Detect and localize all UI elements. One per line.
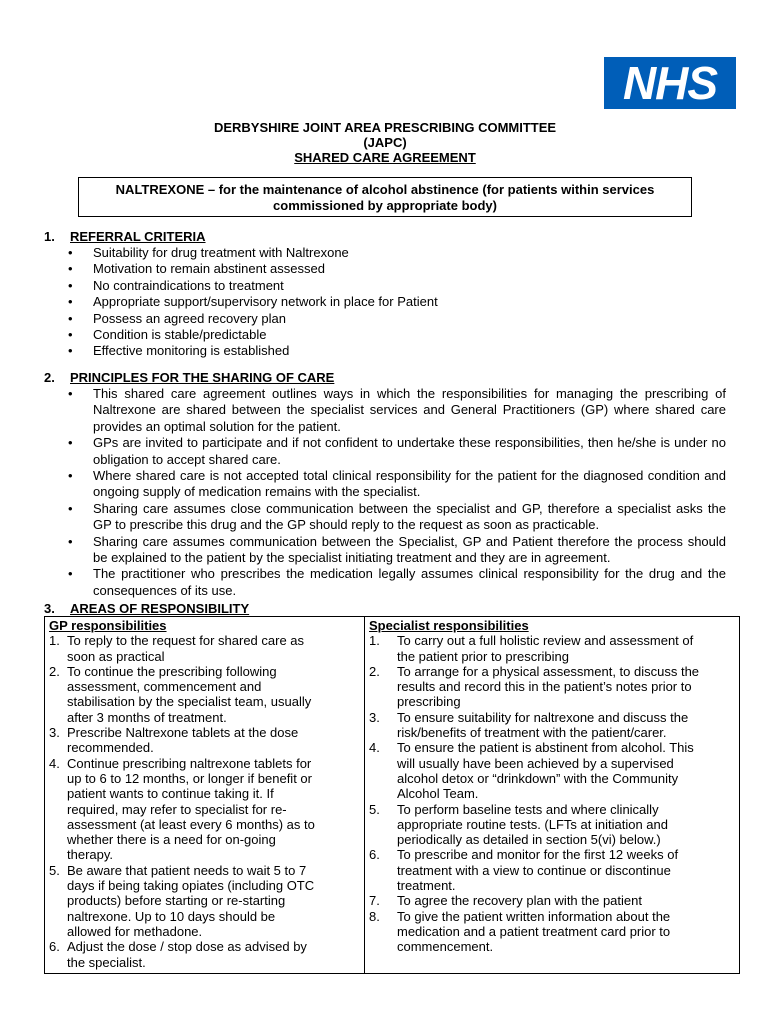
specialist-responsibilities-list — [369, 633, 735, 954]
specialist-responsibility-item-number: 8. — [369, 908, 380, 924]
committee-heading: DERBYSHIRE JOINT AREA PRESCRIBING COMMITTEE — [213, 120, 557, 135]
gp-responsibility-item-line: up to 6 to 12 months, or longer if benefit or — [67, 770, 312, 786]
gp-responsibility-item-line: allowed for methadone. — [67, 923, 203, 939]
nhs-logo: NHS — [604, 57, 736, 109]
list-item: • Possess an agreed recovery plan — [66, 311, 726, 327]
gp-responsibility-item-line: Prescribe Naltrexone tablets at the dose — [67, 725, 299, 741]
list-item: • No contraindications to treatment — [66, 278, 726, 294]
gp-responsibility-item — [49, 633, 360, 664]
specialist-responsibility-item-line: prescribing — [397, 694, 461, 710]
drug-title-box — [78, 177, 692, 217]
specialist-responsibility-item — [369, 847, 735, 893]
document-title-text: SHARED CARE AGREEMENT — [294, 150, 476, 165]
gp-responsibility-item-line: stabilisation by the specialist team, usually — [67, 694, 312, 710]
specialist-responsibility-item-line: To perform baseline tests and where clinically — [397, 801, 659, 817]
specialist-responsibility-item-line: periodically as detailed in section 5(vi) below.) — [397, 832, 661, 848]
specialist-responsibility-item-line: To carry out a full holistic review and assessment of — [397, 633, 694, 649]
gp-responsibility-item — [49, 939, 360, 970]
specialist-responsibility-item — [369, 909, 735, 955]
gp-responsibilities-heading: GP responsibilities — [49, 618, 167, 633]
gp-responsibility-item-line: assessment, commencement and — [67, 679, 262, 695]
specialist-responsibility-item — [369, 893, 735, 908]
specialist-responsibilities-column — [365, 617, 739, 973]
section-3-heading — [44, 601, 249, 617]
gp-responsibility-item-line: days if being taking opiates (including OTC — [67, 878, 315, 894]
specialist-responsibility-item — [369, 664, 735, 710]
specialist-responsibility-item — [369, 802, 735, 848]
list-item: • Motivation to remain abstinent assessed — [66, 261, 726, 277]
sharing-principles-list — [66, 386, 726, 599]
specialist-responsibility-item-line: To prescribe and monitor for the first 12 weeks of — [397, 847, 679, 863]
document-title — [0, 150, 770, 166]
gp-responsibility-item-line: whether there is a need for on-going — [67, 832, 276, 848]
list-item: • Condition is stable/predictable — [66, 327, 726, 343]
gp-responsibility-item-line: To continue the prescribing following — [67, 663, 277, 679]
gp-responsibility-item-line: therapy. — [67, 847, 114, 863]
specialist-responsibility-item-line: To agree the recovery plan with the patient — [397, 893, 642, 909]
specialist-responsibility-item-line: appropriate routine tests. (LFTs at initiation and — [397, 816, 668, 832]
list-item: • Sharing care assumes communication between the Specialist, GP and Patient therefore the process should be explained to the patient by the specialist initiating treatment and they are in agreement. — [66, 534, 726, 567]
specialist-responsibility-item-line: the patient prior to prescribing — [397, 648, 569, 664]
gp-responsibility-item-line: after 3 months of treatment. — [67, 709, 227, 725]
list-item: • This shared care agreement outlines ways in which the responsibilities for managing the prescribing of Naltrexone are shared between the specialist services and General Practitioners (GP) where shared care provides an optimal solution for the patient. — [66, 386, 726, 435]
gp-responsibility-item-number: 1. — [49, 633, 60, 649]
list-item: • Suitability for drug treatment with Naltrexone — [66, 245, 726, 261]
specialist-responsibility-item-line: treatment. — [397, 878, 456, 894]
specialist-responsibility-item-number: 7. — [369, 893, 380, 909]
specialist-responsibility-item-line: risk/benefits of treatment with the patient/carer. — [397, 725, 667, 741]
specialist-responsibility-item-line: To arrange for a physical assessment, to discuss the — [397, 663, 700, 679]
specialist-responsibility-item-line: will usually have been achieved by a supervised — [397, 755, 674, 771]
gp-responsibility-item-line: recommended. — [67, 740, 154, 756]
specialist-responsibility-item-number: 2. — [369, 663, 380, 679]
section-2-number: 2. — [44, 370, 55, 385]
gp-responsibility-item-line: patient wants to continue taking it. If — [67, 786, 274, 802]
specialist-responsibility-item-line: To ensure suitability for naltrexone and discuss the — [397, 709, 689, 725]
specialist-responsibility-item-line: medication and a patient treatment card prior to — [397, 923, 671, 939]
specialist-responsibility-item-number: 6. — [369, 847, 380, 863]
gp-responsibility-item-line: products) before starting or re-starting — [67, 893, 286, 909]
specialist-responsibility-item-line: To ensure the patient is abstinent from alcohol. This — [397, 740, 694, 756]
section-1-heading — [44, 229, 206, 245]
gp-responsibility-item-line: required, may refer to specialist for re- — [67, 801, 287, 817]
gp-responsibilities-list — [49, 633, 360, 970]
list-item: • Effective monitoring is established — [66, 343, 726, 359]
section-1-number: 1. — [44, 229, 55, 244]
gp-responsibility-item — [49, 725, 360, 756]
section-2-heading — [44, 370, 334, 386]
drug-title-line-2: commissioned by appropriate body) — [273, 198, 497, 213]
specialist-responsibility-item-line: treatment with a view to continue or discontinue — [397, 862, 671, 878]
specialist-responsibility-item-number: 3. — [369, 709, 380, 725]
section-3-number: 3. — [44, 601, 55, 616]
gp-responsibility-item-number: 3. — [49, 725, 60, 741]
referral-criteria-list — [66, 245, 726, 360]
section-3-title: AREAS OF RESPONSIBILITY — [70, 601, 250, 616]
list-item: • Appropriate support/supervisory network in place for Patient — [66, 294, 726, 310]
committee-abbrev: (JAPC) — [363, 135, 407, 150]
specialist-responsibility-item — [369, 740, 735, 801]
specialist-responsibility-item-line: results and record this in the patient’s notes prior to — [397, 679, 692, 695]
section-2-title: PRINCIPLES FOR THE SHARING OF CARE — [70, 370, 335, 385]
gp-responsibility-item-line: To reply to the request for shared care as — [67, 633, 305, 649]
specialist-responsibility-item-line: commencement. — [397, 939, 494, 955]
specialist-responsibility-item-line: Alcohol Team. — [397, 786, 479, 802]
specialist-responsibility-item-number: 4. — [369, 740, 380, 756]
gp-responsibility-item-line: soon as practical — [67, 648, 165, 664]
gp-responsibility-item-line: assessment (at least every 6 months) as to — [67, 816, 315, 832]
gp-responsibility-item-line: the specialist. — [67, 954, 146, 970]
gp-responsibility-item-line: Continue prescribing naltrexone tablets for — [67, 755, 312, 771]
responsibilities-table — [44, 616, 740, 974]
list-item: • Where shared care is not accepted total clinical responsibility for the patient for the diagnosed condition and ongoing supply of medication remains with the specialist. — [66, 468, 726, 501]
gp-responsibility-item-line: Be aware that patient needs to wait 5 to 7 — [67, 862, 307, 878]
gp-responsibility-item-number: 2. — [49, 663, 60, 679]
specialist-responsibility-item-number: 5. — [369, 801, 380, 817]
list-item: • The practitioner who prescribes the medication legally assumes clinical responsibility for the drug and the consequences of its use. — [66, 566, 726, 599]
list-item: • GPs are invited to participate and if not confident to undertake these responsibilities, then he/she is under no obligation to accept shared care. — [66, 435, 726, 468]
specialist-responsibility-item — [369, 710, 735, 741]
specialist-responsibilities-heading: Specialist responsibilities — [369, 618, 529, 633]
specialist-responsibility-item — [369, 633, 735, 664]
list-item: • Sharing care assumes close communication between the specialist and GP, therefore a specialist asks the GP to prescribe this drug and the GP should reply to the request as soon as practicable. — [66, 501, 726, 534]
specialist-responsibility-item-line: alcohol detox or “drinkdown” with the Community — [397, 770, 679, 786]
drug-title-line-1: NALTREXONE – for the maintenance of alcohol abstinence (for patients within services — [115, 182, 655, 197]
gp-responsibility-item — [49, 863, 360, 939]
gp-responsibility-item-number: 6. — [49, 939, 60, 955]
gp-responsibility-item — [49, 664, 360, 725]
gp-responsibilities-column — [45, 617, 365, 973]
specialist-responsibility-item-number: 1. — [369, 633, 380, 649]
gp-responsibility-item-line: naltrexone. Up to 10 days should be — [67, 908, 276, 924]
gp-responsibility-item-number: 5. — [49, 862, 60, 878]
specialist-responsibility-item-line: To give the patient written information about the — [397, 908, 671, 924]
gp-responsibility-item-line: Adjust the dose / stop dose as advised by — [67, 939, 307, 955]
section-1-title: REFERRAL CRITERIA — [70, 229, 206, 244]
gp-responsibility-item — [49, 756, 360, 863]
gp-responsibility-item-number: 4. — [49, 755, 60, 771]
